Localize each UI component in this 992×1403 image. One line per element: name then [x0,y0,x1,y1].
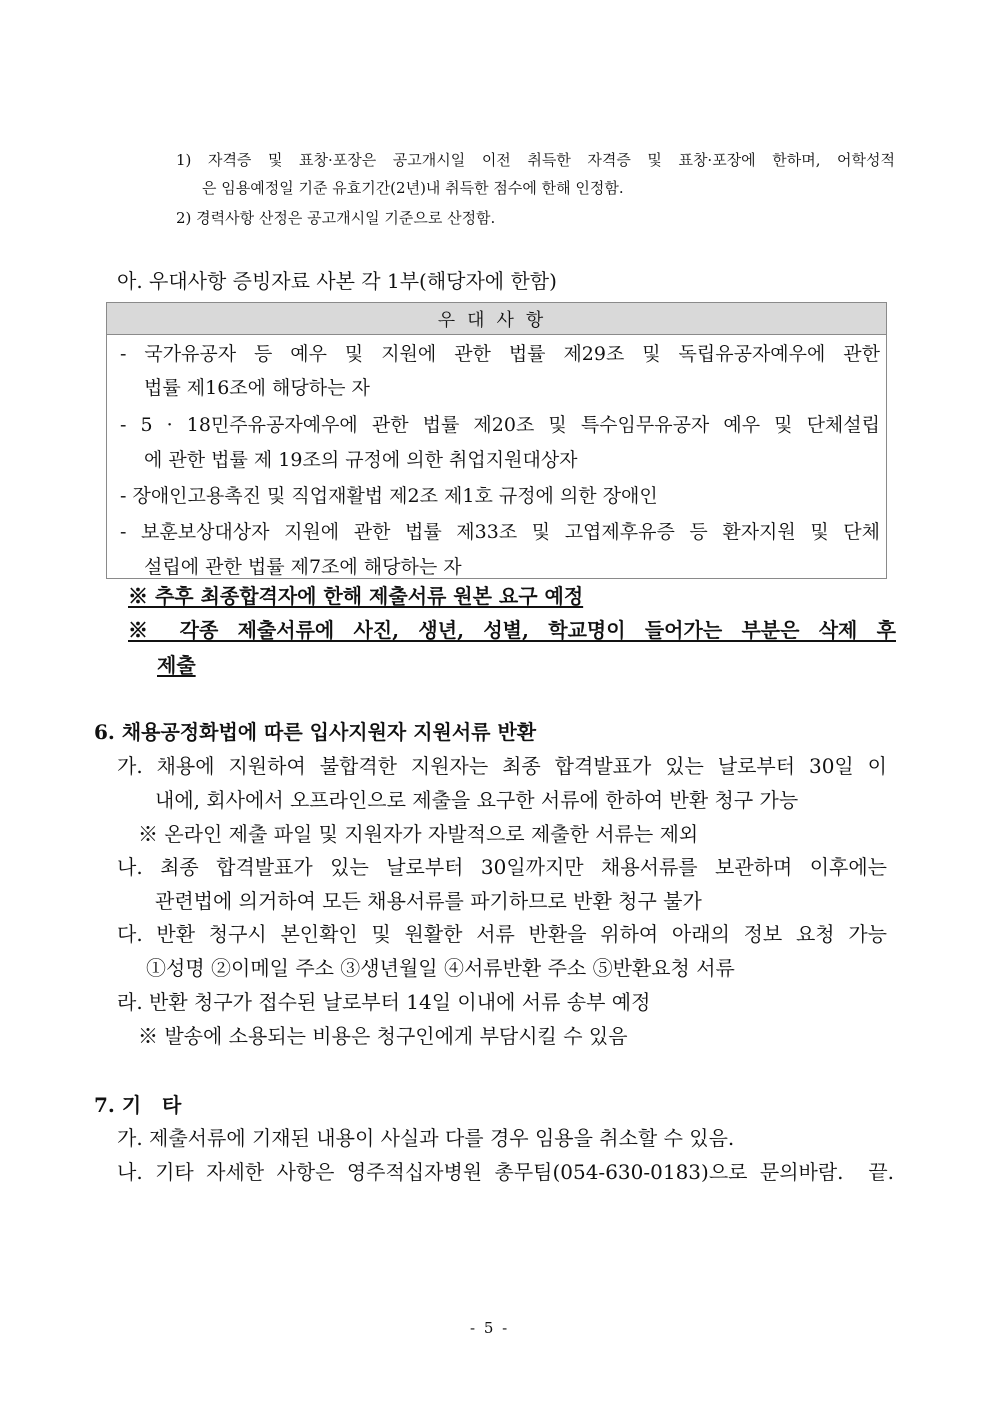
section-6-ga-note: ※ 온라인 제출 파일 및 지원자가 자발적으로 제출한 서류는 제외 [138,822,699,846]
section-7-na: 나. 기타 자세한 사항은 영주적십자병원 총무팀(054-630-0183)으로 문의바람. 끝. [117,1160,894,1184]
section-7-ga: 가. 제출서류에 기재된 내용이 사실과 다를 경우 임용을 취소할 수 있음. [117,1126,735,1150]
section-6-na-line-2: 관련법에 의거하여 모든 채용서류를 파기하므로 반환 청구 불가 [155,889,702,913]
preference-table-header [106,302,887,335]
section-6-ra-line-1: 라. 반환 청구가 접수된 날로부터 14일 이내에 서류 송부 예정 [117,990,651,1014]
preference-item-1-line-1: - 국가유공자 등 예우 및 지원에 관한 법률 제29조 및 독립유공자예우에 관한 [120,343,880,365]
preference-item-4-line-1: - 보훈보상대상자 지원에 관한 법률 제33조 및 고엽제후유증 등 환자지원 및 단체 [120,521,880,543]
notice-remove-info-line-2: 제출 [157,653,196,677]
section-6-da-line-1: 다. 반환 청구시 본인확인 및 원활한 서류 반환을 위하여 아래의 정보 요청 가능 [117,922,887,946]
section-7-heading: 7. 기 타 [94,1093,182,1117]
notice-original-docs: ※ 추후 최종합격자에 한해 제출서류 원본 요구 예정 [128,584,584,608]
preference-item-4-line-2: 설립에 관한 법률 제7조에 해당하는 자 [144,556,462,578]
note-1-line-2: 은 임용예정일 기준 유효기간(2년)내 취득한 점수에 한해 인정함. [202,179,624,197]
note-2: 2) 경력사항 산정은 공고개시일 기준으로 산정함. [176,209,496,227]
preference-item-2-line-1: - 5 · 18민주유공자예우에 관한 법률 제20조 및 특수임무유공자 예우 및 단체설립 [120,414,880,436]
notice-remove-info-line-1: ※ 각종 제출서류에 사진, 생년, 성별, 학교명이 들어가는 부분은 삭제 후 [128,618,896,642]
page-number: - 5 - [470,1319,510,1337]
preference-item-1-line-2: 법률 제16조에 해당하는 자 [144,377,370,399]
section-6-na-line-1: 나. 최종 합격발표가 있는 날로부터 30일까지만 채용서류를 보관하며 이후에는 [117,855,887,879]
section-6-ra-note: ※ 발송에 소용되는 비용은 청구인에게 부담시킬 수 있음 [138,1024,628,1048]
section-6-heading: 6. 채용공정화법에 따른 입사지원자 지원서류 반환 [94,720,537,744]
section-6-ga-line-2: 내에, 회사에서 오프라인으로 제출을 요구한 서류에 한하여 반환 청구 가능 [155,788,799,812]
section-6-da-line-2: ①성명 ②이메일 주소 ③생년월일 ④서류반환 주소 ⑤반환요청 서류 [146,956,735,980]
preference-item-2-line-2: 에 관한 법률 제 19조의 규정에 의한 취업지원대상자 [144,449,578,471]
section-a-heading: 아. 우대사항 증빙자료 사본 각 1부(해당자에 한함) [117,269,557,293]
preference-table-header-label: 우대사항 [437,309,556,331]
preference-item-3: - 장애인고용촉진 및 직업재활법 제2조 제1호 규정에 의한 장애인 [120,485,658,507]
note-1-line-1: 1) 자격증 및 표창·포장은 공고개시일 이전 취득한 자격증 및 표창·포장에 한하며, 어학성적 [176,151,895,169]
section-6-ga-line-1: 가. 채용에 지원하여 불합격한 지원자는 최종 합격발표가 있는 날로부터 30일 이 [117,754,887,778]
